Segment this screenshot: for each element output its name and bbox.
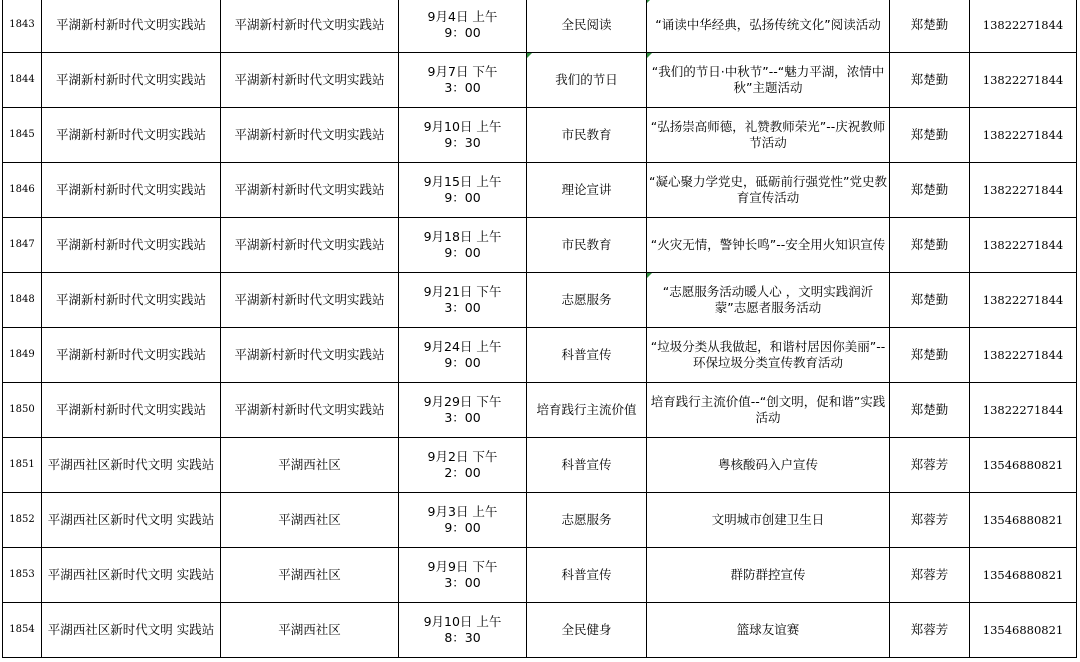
station-name: 平湖新村新时代文明实践站 (42, 273, 221, 328)
datetime (399, 53, 527, 108)
activity-time: 3：00 (444, 300, 481, 315)
contact-person: 郑楚勤 (890, 53, 970, 108)
activity-date: 9月15日 上午 (423, 174, 502, 189)
activity-category: 科普宣传 (527, 328, 647, 383)
activity-time: 9：30 (444, 135, 481, 150)
activity-title: “凝心聚力学党史，砥砺前行强党性”党史教育宣传活动 (647, 163, 890, 218)
datetime (399, 548, 527, 603)
contact-phone: 13822271844 (970, 163, 1077, 218)
contact-phone: 13546880821 (970, 548, 1077, 603)
datetime (399, 218, 527, 273)
activity-category: 全民阅读 (527, 0, 647, 53)
contact-person: 郑楚勤 (890, 108, 970, 163)
station-name: 平湖新村新时代文明实践站 (42, 328, 221, 383)
activity-category: 志愿服务 (527, 493, 647, 548)
activity-date: 9月9日 下午 (427, 559, 498, 574)
row-number: 1846 (3, 163, 42, 218)
activity-date: 9月24日 上午 (423, 339, 502, 354)
row-number: 1852 (3, 493, 42, 548)
station-name: 平湖新村新时代文明实践站 (42, 0, 221, 53)
activity-time: 3：00 (444, 575, 481, 590)
activity-category: 理论宣讲 (527, 163, 647, 218)
datetime (399, 603, 527, 658)
venue-name: 平湖西社区 (221, 438, 399, 493)
contact-person: 郑蓉芳 (890, 493, 970, 548)
table-row (3, 273, 1077, 328)
venue-name: 平湖新村新时代文明实践站 (221, 108, 399, 163)
station-name: 平湖新村新时代文明实践站 (42, 108, 221, 163)
contact-person: 郑蓉芳 (890, 548, 970, 603)
datetime (399, 0, 527, 53)
datetime (399, 273, 527, 328)
table-row (3, 108, 1077, 163)
contact-person: 郑楚勤 (890, 0, 970, 53)
activity-category: 科普宣传 (527, 548, 647, 603)
venue-name: 平湖新村新时代文明实践站 (221, 273, 399, 328)
contact-phone: 13822271844 (970, 0, 1077, 53)
activity-date: 9月18日 上午 (423, 229, 502, 244)
activity-category: 科普宣传 (527, 438, 647, 493)
activity-category: 培育践行主流价值 (527, 383, 647, 438)
venue-name: 平湖新村新时代文明实践站 (221, 163, 399, 218)
contact-person: 郑楚勤 (890, 383, 970, 438)
activity-time: 9：00 (444, 520, 481, 535)
activity-category: 志愿服务 (527, 273, 647, 328)
datetime (399, 163, 527, 218)
activity-title: 粤核酸码入户宣传 (647, 438, 890, 493)
contact-phone: 13822271844 (970, 218, 1077, 273)
contact-phone: 13822271844 (970, 328, 1077, 383)
contact-person: 郑楚勤 (890, 163, 970, 218)
station-name: 平湖新村新时代文明实践站 (42, 163, 221, 218)
datetime (399, 383, 527, 438)
venue-name: 平湖新村新时代文明实践站 (221, 218, 399, 273)
row-number: 1853 (3, 548, 42, 603)
datetime (399, 493, 527, 548)
activity-time: 8：30 (444, 630, 481, 645)
activity-date: 9月10日 上午 (423, 119, 502, 134)
activity-date: 9月2日 下午 (427, 449, 498, 464)
activity-time: 9：00 (444, 355, 481, 370)
row-number: 1844 (3, 53, 42, 108)
activity-title: “弘扬崇高师德，礼赞教师荣光”--庆祝教师节活动 (647, 108, 890, 163)
table-body (3, 0, 1077, 658)
station-name: 平湖新村新时代文明实践站 (42, 218, 221, 273)
contact-person: 郑楚勤 (890, 328, 970, 383)
table-row (3, 548, 1077, 603)
activity-date: 9月4日 上午 (427, 9, 498, 24)
contact-person: 郑楚勤 (890, 218, 970, 273)
row-number: 1849 (3, 328, 42, 383)
row-number: 1847 (3, 218, 42, 273)
activity-time: 9：00 (444, 190, 481, 205)
contact-phone: 13546880821 (970, 493, 1077, 548)
contact-phone: 13822271844 (970, 273, 1077, 328)
station-name: 平湖西社区新时代文明 实践站 (42, 493, 221, 548)
table-row (3, 438, 1077, 493)
activity-date: 9月29日 下午 (423, 394, 502, 409)
activity-time: 3：00 (444, 80, 481, 95)
contact-person: 郑蓉芳 (890, 603, 970, 658)
activity-title: “垃圾分类从我做起，和谐村居因你美丽”--环保垃圾分类宣传教育活动 (647, 328, 890, 383)
table-row (3, 0, 1077, 53)
activity-category: 全民健身 (527, 603, 647, 658)
activity-date: 9月3日 上午 (427, 504, 498, 519)
venue-name: 平湖西社区 (221, 603, 399, 658)
contact-phone: 13546880821 (970, 603, 1077, 658)
contact-phone: 13822271844 (970, 108, 1077, 163)
activity-title: “火灾无情，警钟长鸣”--安全用火知识宣传 (647, 218, 890, 273)
table-row (3, 218, 1077, 273)
row-number: 1848 (3, 273, 42, 328)
activity-time: 9：00 (444, 245, 481, 260)
activity-category: 市民教育 (527, 218, 647, 273)
activity-date: 9月10日 上午 (423, 614, 502, 629)
row-number: 1843 (3, 0, 42, 53)
activity-time: 3：00 (444, 410, 481, 425)
table-row (3, 603, 1077, 658)
table-row (3, 163, 1077, 218)
contact-phone: 13822271844 (970, 383, 1077, 438)
activity-title: “我们的节日·中秋节”--“魅力平湖，浓情中秋”主题活动 (647, 53, 890, 108)
activity-title: “诵读中华经典，弘扬传统文化”阅读活动 (647, 0, 890, 53)
activity-date: 9月21日 下午 (423, 284, 502, 299)
table-row (3, 328, 1077, 383)
contact-phone: 13546880821 (970, 438, 1077, 493)
activity-time: 2：00 (444, 465, 481, 480)
contact-person: 郑楚勤 (890, 273, 970, 328)
contact-person: 郑蓉芳 (890, 438, 970, 493)
station-name: 平湖新村新时代文明实践站 (42, 383, 221, 438)
activity-time: 9：00 (444, 25, 481, 40)
venue-name: 平湖新村新时代文明实践站 (221, 0, 399, 53)
activity-title: 文明城市创建卫生日 (647, 493, 890, 548)
activity-title: 群防群控宣传 (647, 548, 890, 603)
activity-schedule-table (2, 0, 1077, 658)
activity-category: 市民教育 (527, 108, 647, 163)
activity-category: 我们的节日 (527, 53, 647, 108)
row-number: 1845 (3, 108, 42, 163)
activity-title: “志愿服务活动暖人心 ，文明实践润沂蒙”志愿者服务活动 (647, 273, 890, 328)
activity-date: 9月7日 下午 (427, 64, 498, 79)
venue-name: 平湖新村新时代文明实践站 (221, 328, 399, 383)
datetime (399, 438, 527, 493)
activity-title: 培育践行主流价值--“创文明，促和谐”实践活动 (647, 383, 890, 438)
table-row (3, 383, 1077, 438)
contact-phone: 13822271844 (970, 53, 1077, 108)
venue-name: 平湖新村新时代文明实践站 (221, 383, 399, 438)
activity-title: 篮球友谊赛 (647, 603, 890, 658)
table-row (3, 53, 1077, 108)
row-number: 1851 (3, 438, 42, 493)
station-name: 平湖西社区新时代文明 实践站 (42, 438, 221, 493)
venue-name: 平湖新村新时代文明实践站 (221, 53, 399, 108)
row-number: 1850 (3, 383, 42, 438)
row-number: 1854 (3, 603, 42, 658)
station-name: 平湖新村新时代文明实践站 (42, 53, 221, 108)
station-name: 平湖西社区新时代文明 实践站 (42, 548, 221, 603)
station-name: 平湖西社区新时代文明 实践站 (42, 603, 221, 658)
venue-name: 平湖西社区 (221, 548, 399, 603)
table-row (3, 493, 1077, 548)
datetime (399, 328, 527, 383)
venue-name: 平湖西社区 (221, 493, 399, 548)
datetime (399, 108, 527, 163)
